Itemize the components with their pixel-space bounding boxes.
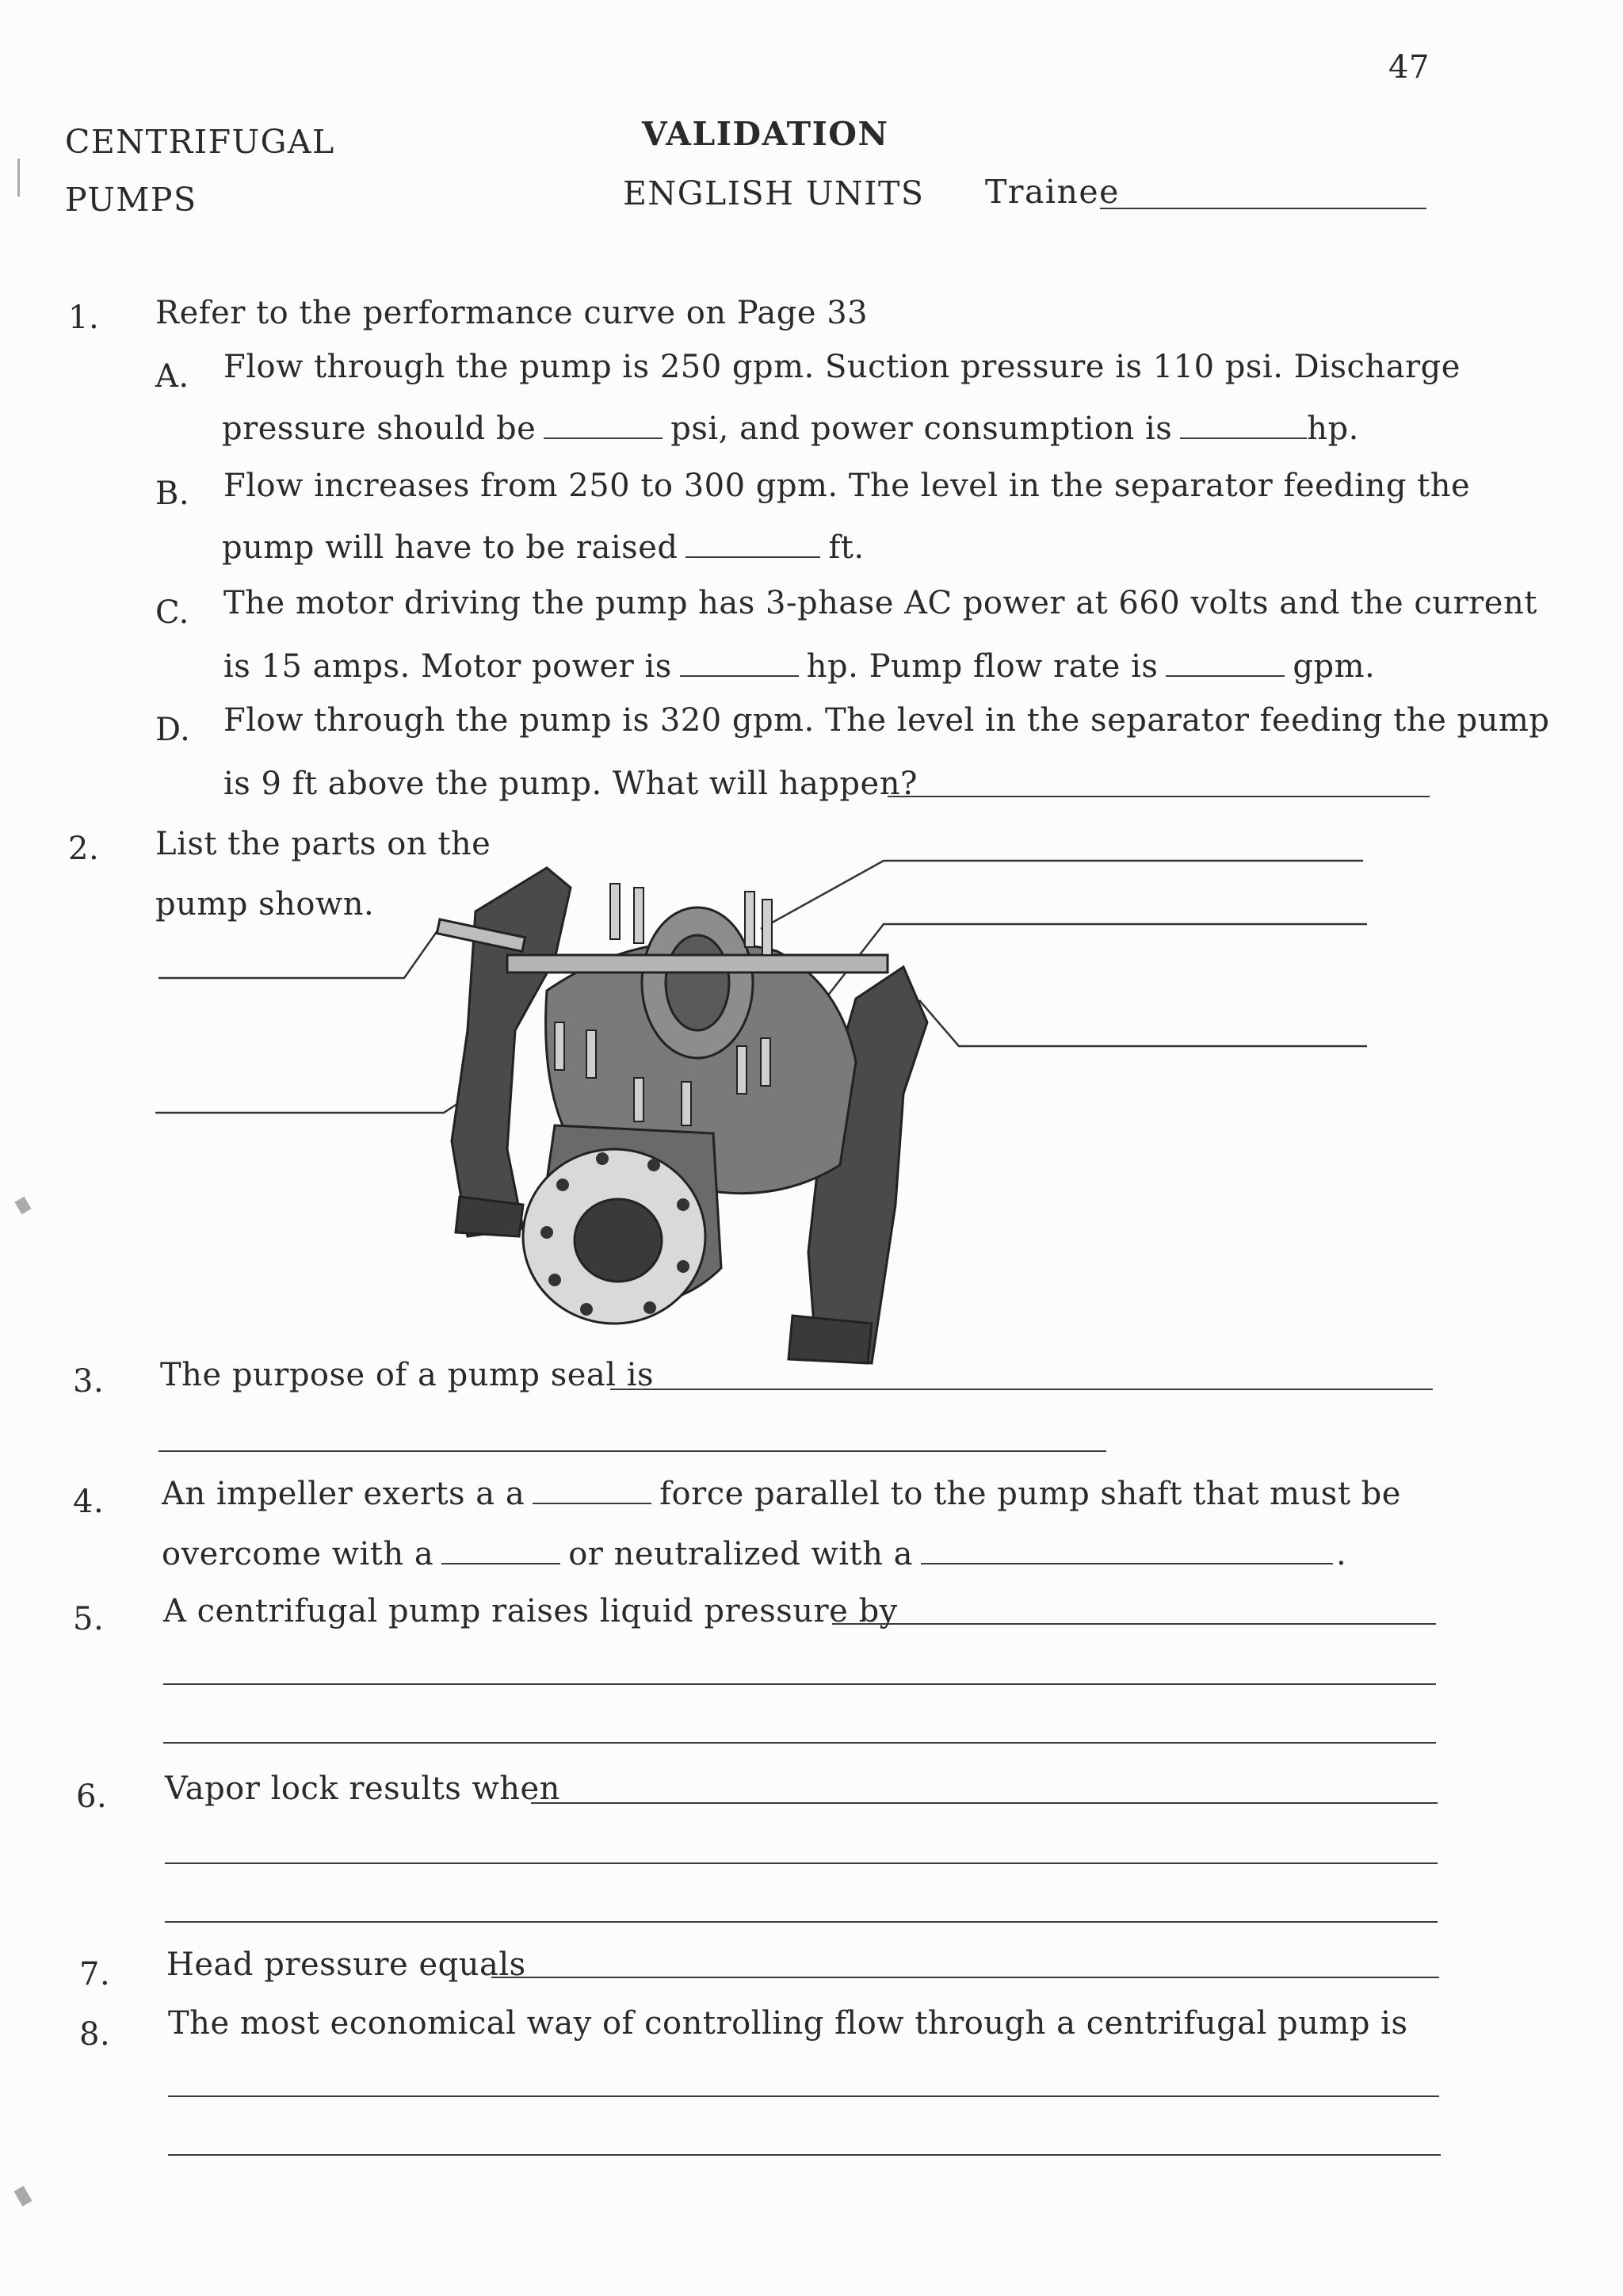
q1a-discharge-pressure-blank[interactable] xyxy=(544,411,663,439)
q1c-line2 xyxy=(223,648,1375,685)
trainee-label: Trainee xyxy=(985,173,1120,211)
q7-answer-line[interactable] xyxy=(491,1977,1439,1978)
q3-answer-line1[interactable] xyxy=(610,1389,1433,1390)
q2-part-blank-left-upper[interactable] xyxy=(158,978,404,980)
header-subtitle: ENGLISH UNITS xyxy=(623,174,925,212)
q1c-motor-power-blank[interactable] xyxy=(680,648,799,677)
q1b-post: ft. xyxy=(828,529,865,566)
q5-answer-line1[interactable] xyxy=(832,1623,1436,1625)
q6-answer-line2[interactable] xyxy=(165,1862,1438,1864)
q1a-letter: A. xyxy=(155,358,189,395)
q5-answer-line2[interactable] xyxy=(163,1683,1436,1685)
q1a-power-blank[interactable] xyxy=(1180,411,1307,439)
label-line-upper-right xyxy=(761,861,1363,929)
q6-answer-line3[interactable] xyxy=(165,1921,1438,1923)
page-number: 47 xyxy=(1388,49,1430,86)
q7-number: 7. xyxy=(79,1956,111,1992)
q4-neutralize-blank[interactable] xyxy=(921,1536,1333,1564)
q1b-line2 xyxy=(222,529,865,566)
q1c-line1: The motor driving the pump has 3-phase AC power at 660 volts and the current xyxy=(223,585,1537,621)
scan-mark xyxy=(13,2186,32,2206)
q1a-mid: psi, and power consumption is xyxy=(670,411,1173,447)
q6-answer-line1[interactable] xyxy=(531,1802,1438,1804)
q4-number: 4. xyxy=(73,1484,105,1520)
trainee-name-field[interactable] xyxy=(1100,208,1426,209)
q4-line1-post: force parallel to the pump shaft that must be xyxy=(659,1476,1401,1512)
q4-line2-pre: overcome with a xyxy=(162,1536,434,1572)
q1d-letter: D. xyxy=(155,712,191,748)
q1d-answer-blank[interactable] xyxy=(888,796,1430,797)
q4-line2-post: . xyxy=(1335,1536,1347,1572)
q2-part-blank-upper-right[interactable] xyxy=(884,861,1363,862)
header-left-line1: CENTRIFUGAL xyxy=(65,123,335,161)
q1c-letter: C. xyxy=(155,594,189,631)
label-line-upper-left xyxy=(158,927,440,978)
q5-answer-line3[interactable] xyxy=(163,1742,1436,1744)
q2-line1: List the parts on the xyxy=(155,826,491,862)
q1c-post: gpm. xyxy=(1293,648,1376,685)
header-left-line2: PUMPS xyxy=(65,181,197,219)
q8-number: 8. xyxy=(79,2016,111,2053)
q8-answer-line1[interactable] xyxy=(168,2095,1439,2097)
q1d-line1: Flow through the pump is 320 gpm. The level in the separator feeding the pump xyxy=(223,702,1550,739)
q3-number: 3. xyxy=(73,1363,105,1400)
q1d-line2: is 9 ft above the pump. What will happen? xyxy=(223,766,918,802)
q1a-line1: Flow through the pump is 250 gpm. Suction pressure is 110 psi. Discharge xyxy=(223,349,1461,385)
q1a-pre: pressure should be xyxy=(222,411,537,447)
q2-line2: pump shown. xyxy=(155,886,375,923)
q5-text: A centrifugal pump raises liquid pressure by xyxy=(163,1593,898,1629)
q4-line1-pre: An impeller exerts a a xyxy=(162,1476,525,1512)
q4-line1 xyxy=(162,1476,1401,1512)
q1b-line1: Flow increases from 250 to 300 gpm. The level in the separator feeding the xyxy=(223,468,1471,504)
label-line-mid-right xyxy=(824,924,1367,1000)
q1a-line2 xyxy=(222,411,1359,447)
q1b-letter: B. xyxy=(155,476,190,512)
q3-answer-line2[interactable] xyxy=(158,1450,1106,1452)
q4-force-type-blank[interactable] xyxy=(533,1476,651,1504)
scan-mark xyxy=(17,159,20,197)
q1a-post: hp. xyxy=(1307,411,1359,447)
q8-text: The most economical way of controlling flow through a centrifugal pump is xyxy=(168,2005,1408,2042)
q6-number: 6. xyxy=(76,1778,108,1815)
q1c-mid: hp. Pump flow rate is xyxy=(806,648,1159,685)
q3-text: The purpose of a pump seal is xyxy=(160,1357,655,1393)
q2-number: 2. xyxy=(68,831,100,867)
q1c-flow-rate-blank[interactable] xyxy=(1166,648,1285,677)
q5-number: 5. xyxy=(73,1601,105,1637)
q4-overcome-blank[interactable] xyxy=(441,1536,560,1564)
q1b-pre: pump will have to be raised xyxy=(222,529,678,566)
q2-part-blank-left-lower[interactable] xyxy=(155,1113,444,1114)
q1-number: 1. xyxy=(68,300,100,336)
header-title: VALIDATION xyxy=(642,115,889,153)
pump-drawing xyxy=(437,868,927,1363)
label-line-lower-left xyxy=(155,1086,485,1113)
q4-line2-mid: or neutralized with a xyxy=(568,1536,913,1572)
q7-text: Head pressure equals xyxy=(166,1946,526,1983)
label-line-lower-right xyxy=(919,1000,1367,1046)
q1-text: Refer to the performance curve on Page 33 xyxy=(155,295,869,331)
q1b-level-blank[interactable] xyxy=(685,529,820,558)
q8-answer-line2[interactable] xyxy=(168,2154,1441,2156)
scan-mark xyxy=(14,1197,31,1215)
q4-line2 xyxy=(162,1536,1346,1572)
q6-text: Vapor lock results when xyxy=(165,1771,560,1807)
q1c-pre: is 15 amps. Motor power is xyxy=(223,648,672,685)
